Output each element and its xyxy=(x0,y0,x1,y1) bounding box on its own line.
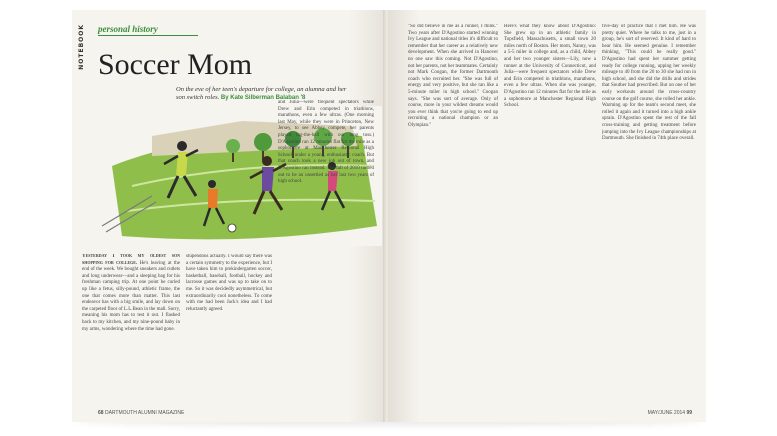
right-page xyxy=(388,10,706,422)
body-text: stupendous actually. I would say there was a certain symmetry to the experience, but I have taken him to prekindergarten soccer, basketball, baseball, football, hockey and lacrosse games and was up to take on to me. So it was decidedly asymmetrical, but extraordinarily cool nonetheless. To come with me had been Jack's idea and I had reluctantly agreed. xyxy=(186,254,272,312)
body-column-2 xyxy=(186,254,272,414)
lead-in: Yesterday I took my oldest son shopping for college. xyxy=(82,254,180,266)
body-column-3 xyxy=(278,100,374,414)
kicker: personal history xyxy=(98,24,158,34)
body-text: "So did believe in me as a runner, I think." Two years after D'Agostino started winning Ivy League and national titles it's difficult to remember that her career as a relatively new development. When she arrived in Hanover no one saw this coming. Not D'Agostino, not her parents, not her teammates. Certainly not Mark Coogan, the former Dartmouth coach who recruited her. "She was full of energy and very positive, but she ran like a 5-minute miler in high school." Coogan says. "She was sort of average. Only of course, more in your wildest dreams would you ever think that you're going to end up recruiting a national champion or an Olympian." xyxy=(408,24,498,128)
issue-date: MAY/JUNE 2014 xyxy=(647,410,686,416)
byline: By Kate Silberman Balaban '8 xyxy=(220,95,306,101)
body-column-3 xyxy=(602,24,696,406)
page-number: 68 xyxy=(98,410,104,416)
publication-name: DARTMOUTH ALUMNI MAGAZINE xyxy=(104,410,185,416)
page-number: 99 xyxy=(686,410,692,416)
body-text: Here's what they know about D'Agostino: She grew up in an athletic family in Topsfield, Massachusetts, a small town 20 miles north of Boston. Her mom, Nanny, was a 5-5 miler in college and, as a child, Abbey and her two younger sisters—Lily, now a runner at the University of Connecticut, and Julia—were frequent spectators while Drew and Erin competed in triathlons, marathons, even a few ultras. When she was younger, D'Agostino ran 12 minutes flat for the mile as a sophomore at Manchester Regional High School. xyxy=(504,24,596,109)
soccer-ball-icon xyxy=(228,224,236,232)
kicker-rule xyxy=(98,35,198,36)
body-text: He's leaving at the end of the week. We bought sneakers and cutlets and long underwear—and a sleeping bag for his freshman camping trip. At one point he curled up like a fetus, silly-pound, athletic frame, the one that comes more than matter. This last endeavor has with a big smile, and lay down on the carpeted floor of L.L.Bean in the mall. Sorry, meaning his mom has to test it out. I flashed back to my kitchen, and my nine-pound baby in my arms, wondering where the time had gone. xyxy=(82,260,180,332)
folio-left xyxy=(98,410,184,416)
body-text: and Julia—were frequent spectators while Drew and Erin competed in triathlons, marathons, even a few ultras. (One morning last May, while they were in Princeton, New Jersey, to see Abbey compete, her parents played tag-the-ball with our long toss.) D'Agostino ran 12 minutes flat for the mile as a sophomore at Manchester Regional High School, under a young, enthusiastic coach. But that coach took a new job out of town, and D'Agostino ran instead. The fall of 2010 turned out to be an unsettled as her last two years of high school. xyxy=(278,100,374,185)
deck-line-1: On the eve of her teen's departure for college, an alumna and her xyxy=(176,86,347,93)
body-column-2 xyxy=(504,24,596,406)
section-label: NOTEBOOK xyxy=(78,24,85,70)
article-title: Soccer Mom xyxy=(98,48,253,81)
body-column-1 xyxy=(82,254,180,414)
folio-right xyxy=(648,410,692,416)
deck-line-2: son switch roles. xyxy=(176,94,220,101)
body-column-1 xyxy=(408,24,498,406)
body-text: five-day of practice that I met him. He was pretty quiet. Where he talks to me, just in a group, he's sort of reserved. It kind of hard to hear him. He seemed genuine. I remember thinking, "This could be really good." D'Agostino had spent her summer getting ready for college running, upping her weekly mileage to 40 from the 20 to 30 she had run in high school, and she did the drills and strides that Souther had prescribed. But on one of her early workouts around the cross-country course on the golf course, she rolled her ankle. Warming up for the team's second meet, she rolled it again and it turned into a high ankle sprain. D'Agostino spent the rest of the fall cross-training and getting treatment before jumping into the Ivy League championships at Dartmouth. She finished in 74th place overall. xyxy=(602,24,696,142)
left-page xyxy=(72,10,386,422)
